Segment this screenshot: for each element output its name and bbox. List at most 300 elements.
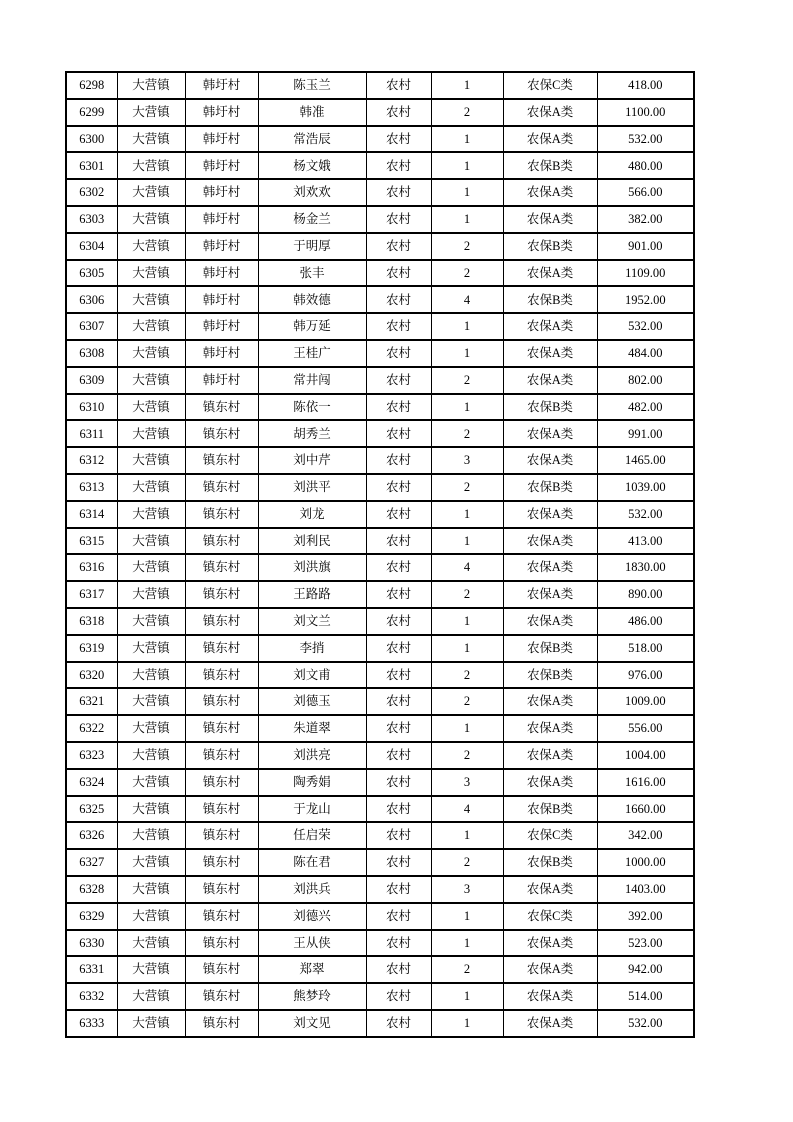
serial-number-cell: 6321 [66,688,117,715]
insurance-type-cell: 农保A类 [503,260,597,287]
insurance-type-cell: 农保B类 [503,849,597,876]
insurance-type-cell: 农保B类 [503,152,597,179]
village-cell: 镇东村 [185,474,258,501]
village-cell: 韩圩村 [185,99,258,126]
table-row [66,420,694,447]
serial-number-cell: 6320 [66,662,117,689]
town-cell: 大营镇 [117,983,185,1010]
person-count-cell: 1 [431,715,503,742]
table-row [66,688,694,715]
village-cell: 镇东村 [185,501,258,528]
person-name-cell: 任启荣 [258,822,366,849]
serial-number-cell: 6315 [66,528,117,555]
serial-number-cell: 6312 [66,447,117,474]
serial-number-cell: 6332 [66,983,117,1010]
serial-number-cell: 6309 [66,367,117,394]
town-cell: 大营镇 [117,126,185,153]
person-count-cell: 2 [431,662,503,689]
town-cell: 大营镇 [117,581,185,608]
serial-number-cell: 6333 [66,1010,117,1037]
person-count-cell: 2 [431,99,503,126]
town-cell: 大营镇 [117,1010,185,1037]
insurance-type-cell: 农保A类 [503,715,597,742]
insurance-type-cell: 农保A类 [503,126,597,153]
person-count-cell: 1 [431,206,503,233]
table-row [66,206,694,233]
person-name-cell: 刘洪平 [258,474,366,501]
person-name-cell: 刘文甫 [258,662,366,689]
residence-type-cell: 农村 [366,313,431,340]
person-name-cell: 熊梦玲 [258,983,366,1010]
village-cell: 镇东村 [185,956,258,983]
village-cell: 镇东村 [185,796,258,823]
village-cell: 镇东村 [185,608,258,635]
table-row [66,447,694,474]
village-cell: 韩圩村 [185,126,258,153]
village-cell: 镇东村 [185,849,258,876]
person-name-cell: 朱道翠 [258,715,366,742]
serial-number-cell: 6302 [66,179,117,206]
serial-number-cell: 6317 [66,581,117,608]
serial-number-cell: 6305 [66,260,117,287]
person-name-cell: 王路路 [258,581,366,608]
village-cell: 韩圩村 [185,206,258,233]
amount-cell: 392.00 [597,903,694,930]
serial-number-cell: 6325 [66,796,117,823]
table-row [66,179,694,206]
town-cell: 大营镇 [117,99,185,126]
residence-type-cell: 农村 [366,126,431,153]
table-row [66,876,694,903]
person-count-cell: 2 [431,581,503,608]
person-count-cell: 2 [431,849,503,876]
table-row [66,72,694,99]
serial-number-cell: 6308 [66,340,117,367]
serial-number-cell: 6328 [66,876,117,903]
person-count-cell: 1 [431,340,503,367]
benefit-roster-table [65,71,695,1038]
serial-number-cell: 6310 [66,394,117,421]
person-count-cell: 1 [431,1010,503,1037]
village-cell: 镇东村 [185,394,258,421]
person-name-cell: 于龙山 [258,796,366,823]
town-cell: 大营镇 [117,72,185,99]
person-name-cell: 刘龙 [258,501,366,528]
residence-type-cell: 农村 [366,233,431,260]
residence-type-cell: 农村 [366,394,431,421]
amount-cell: 1952.00 [597,286,694,313]
person-count-cell: 3 [431,447,503,474]
person-name-cell: 刘利民 [258,528,366,555]
insurance-type-cell: 农保A类 [503,930,597,957]
town-cell: 大营镇 [117,715,185,742]
town-cell: 大营镇 [117,420,185,447]
person-name-cell: 王从侠 [258,930,366,957]
residence-type-cell: 农村 [366,501,431,528]
amount-cell: 413.00 [597,528,694,555]
town-cell: 大营镇 [117,903,185,930]
village-cell: 镇东村 [185,742,258,769]
person-name-cell: 张丰 [258,260,366,287]
insurance-type-cell: 农保C类 [503,822,597,849]
insurance-type-cell: 农保A类 [503,420,597,447]
residence-type-cell: 农村 [366,99,431,126]
insurance-type-cell: 农保B类 [503,286,597,313]
amount-cell: 518.00 [597,635,694,662]
person-name-cell: 杨文娥 [258,152,366,179]
residence-type-cell: 农村 [366,554,431,581]
insurance-type-cell: 农保C类 [503,72,597,99]
residence-type-cell: 农村 [366,903,431,930]
serial-number-cell: 6318 [66,608,117,635]
residence-type-cell: 农村 [366,528,431,555]
person-name-cell: 王桂广 [258,340,366,367]
insurance-type-cell: 农保A类 [503,206,597,233]
insurance-type-cell: 农保A类 [503,742,597,769]
amount-cell: 566.00 [597,179,694,206]
table-row [66,367,694,394]
serial-number-cell: 6329 [66,903,117,930]
person-name-cell: 常浩辰 [258,126,366,153]
serial-number-cell: 6299 [66,99,117,126]
person-count-cell: 1 [431,152,503,179]
residence-type-cell: 农村 [366,260,431,287]
town-cell: 大营镇 [117,206,185,233]
town-cell: 大营镇 [117,474,185,501]
residence-type-cell: 农村 [366,688,431,715]
town-cell: 大营镇 [117,152,185,179]
amount-cell: 342.00 [597,822,694,849]
person-count-cell: 2 [431,367,503,394]
table-row [66,394,694,421]
insurance-type-cell: 农保A类 [503,313,597,340]
person-name-cell: 陈玉兰 [258,72,366,99]
amount-cell: 1830.00 [597,554,694,581]
amount-cell: 1660.00 [597,796,694,823]
village-cell: 韩圩村 [185,260,258,287]
village-cell: 镇东村 [185,447,258,474]
serial-number-cell: 6300 [66,126,117,153]
insurance-type-cell: 农保A类 [503,340,597,367]
serial-number-cell: 6326 [66,822,117,849]
insurance-type-cell: 农保A类 [503,608,597,635]
person-name-cell: 刘欢欢 [258,179,366,206]
insurance-type-cell: 农保A类 [503,581,597,608]
table-row [66,715,694,742]
serial-number-cell: 6322 [66,715,117,742]
serial-number-cell: 6298 [66,72,117,99]
person-count-cell: 2 [431,260,503,287]
amount-cell: 532.00 [597,313,694,340]
amount-cell: 382.00 [597,206,694,233]
village-cell: 韩圩村 [185,340,258,367]
town-cell: 大营镇 [117,313,185,340]
person-count-cell: 2 [431,420,503,447]
amount-cell: 1009.00 [597,688,694,715]
person-count-cell: 1 [431,930,503,957]
amount-cell: 1109.00 [597,260,694,287]
table-row [66,99,694,126]
insurance-type-cell: 农保A类 [503,1010,597,1037]
residence-type-cell: 农村 [366,956,431,983]
person-count-cell: 2 [431,688,503,715]
person-count-cell: 3 [431,876,503,903]
serial-number-cell: 6316 [66,554,117,581]
person-count-cell: 1 [431,72,503,99]
residence-type-cell: 农村 [366,849,431,876]
person-count-cell: 4 [431,796,503,823]
person-name-cell: 刘德兴 [258,903,366,930]
person-count-cell: 4 [431,286,503,313]
person-count-cell: 2 [431,956,503,983]
person-name-cell: 李捎 [258,635,366,662]
town-cell: 大营镇 [117,796,185,823]
person-count-cell: 2 [431,233,503,260]
amount-cell: 1004.00 [597,742,694,769]
residence-type-cell: 农村 [366,367,431,394]
village-cell: 镇东村 [185,688,258,715]
amount-cell: 480.00 [597,152,694,179]
amount-cell: 1100.00 [597,99,694,126]
table-row [66,796,694,823]
table-row [66,903,694,930]
village-cell: 镇东村 [185,903,258,930]
town-cell: 大营镇 [117,742,185,769]
amount-cell: 484.00 [597,340,694,367]
town-cell: 大营镇 [117,769,185,796]
insurance-type-cell: 农保A类 [503,983,597,1010]
town-cell: 大营镇 [117,528,185,555]
town-cell: 大营镇 [117,286,185,313]
insurance-type-cell: 农保A类 [503,769,597,796]
amount-cell: 486.00 [597,608,694,635]
person-name-cell: 于明厚 [258,233,366,260]
table-row [66,956,694,983]
table-row [66,501,694,528]
person-name-cell: 常井闯 [258,367,366,394]
residence-type-cell: 农村 [366,152,431,179]
serial-number-cell: 6311 [66,420,117,447]
table-row [66,930,694,957]
residence-type-cell: 农村 [366,715,431,742]
person-name-cell: 刘文见 [258,1010,366,1037]
residence-type-cell: 农村 [366,179,431,206]
table-row [66,769,694,796]
amount-cell: 802.00 [597,367,694,394]
person-count-cell: 1 [431,394,503,421]
insurance-type-cell: 农保A类 [503,367,597,394]
person-name-cell: 韩效德 [258,286,366,313]
town-cell: 大营镇 [117,635,185,662]
town-cell: 大营镇 [117,662,185,689]
residence-type-cell: 农村 [366,930,431,957]
insurance-type-cell: 农保B类 [503,635,597,662]
amount-cell: 890.00 [597,581,694,608]
person-name-cell: 陶秀娟 [258,769,366,796]
town-cell: 大营镇 [117,876,185,903]
table-row [66,528,694,555]
table-row [66,554,694,581]
residence-type-cell: 农村 [366,72,431,99]
table-row [66,152,694,179]
serial-number-cell: 6324 [66,769,117,796]
serial-number-cell: 6323 [66,742,117,769]
table-row [66,1010,694,1037]
person-name-cell: 陈依一 [258,394,366,421]
serial-number-cell: 6327 [66,849,117,876]
village-cell: 镇东村 [185,1010,258,1037]
village-cell: 镇东村 [185,581,258,608]
residence-type-cell: 农村 [366,742,431,769]
village-cell: 镇东村 [185,528,258,555]
insurance-type-cell: 农保A类 [503,876,597,903]
town-cell: 大营镇 [117,688,185,715]
person-count-cell: 2 [431,474,503,501]
village-cell: 镇东村 [185,420,258,447]
village-cell: 韩圩村 [185,286,258,313]
amount-cell: 1000.00 [597,849,694,876]
village-cell: 韩圩村 [185,367,258,394]
insurance-type-cell: 农保B类 [503,662,597,689]
insurance-type-cell: 农保B类 [503,233,597,260]
residence-type-cell: 农村 [366,420,431,447]
serial-number-cell: 6330 [66,930,117,957]
residence-type-cell: 农村 [366,822,431,849]
table-row [66,233,694,260]
insurance-type-cell: 农保A类 [503,179,597,206]
amount-cell: 532.00 [597,501,694,528]
town-cell: 大营镇 [117,394,185,421]
serial-number-cell: 6319 [66,635,117,662]
town-cell: 大营镇 [117,822,185,849]
person-count-cell: 2 [431,742,503,769]
person-name-cell: 刘洪兵 [258,876,366,903]
person-name-cell: 郑翠 [258,956,366,983]
amount-cell: 942.00 [597,956,694,983]
serial-number-cell: 6306 [66,286,117,313]
residence-type-cell: 农村 [366,876,431,903]
residence-type-cell: 农村 [366,635,431,662]
town-cell: 大营镇 [117,501,185,528]
amount-cell: 532.00 [597,126,694,153]
town-cell: 大营镇 [117,849,185,876]
person-count-cell: 3 [431,769,503,796]
town-cell: 大营镇 [117,233,185,260]
table-row [66,340,694,367]
village-cell: 韩圩村 [185,72,258,99]
person-name-cell: 韩准 [258,99,366,126]
residence-type-cell: 农村 [366,286,431,313]
residence-type-cell: 农村 [366,608,431,635]
insurance-type-cell: 农保B类 [503,394,597,421]
residence-type-cell: 农村 [366,662,431,689]
table-row [66,286,694,313]
serial-number-cell: 6307 [66,313,117,340]
person-name-cell: 刘洪旗 [258,554,366,581]
table-row [66,742,694,769]
amount-cell: 976.00 [597,662,694,689]
amount-cell: 901.00 [597,233,694,260]
residence-type-cell: 农村 [366,581,431,608]
serial-number-cell: 6313 [66,474,117,501]
person-count-cell: 1 [431,313,503,340]
town-cell: 大营镇 [117,260,185,287]
residence-type-cell: 农村 [366,796,431,823]
amount-cell: 556.00 [597,715,694,742]
person-count-cell: 1 [431,501,503,528]
amount-cell: 1616.00 [597,769,694,796]
insurance-type-cell: 农保A类 [503,688,597,715]
village-cell: 镇东村 [185,876,258,903]
town-cell: 大营镇 [117,447,185,474]
person-name-cell: 韩万延 [258,313,366,340]
person-count-cell: 1 [431,983,503,1010]
village-cell: 韩圩村 [185,179,258,206]
table-row [66,849,694,876]
table-row [66,608,694,635]
residence-type-cell: 农村 [366,206,431,233]
person-count-cell: 1 [431,126,503,153]
person-name-cell: 杨金兰 [258,206,366,233]
village-cell: 镇东村 [185,554,258,581]
insurance-type-cell: 农保A类 [503,528,597,555]
residence-type-cell: 农村 [366,983,431,1010]
town-cell: 大营镇 [117,930,185,957]
amount-cell: 482.00 [597,394,694,421]
village-cell: 韩圩村 [185,313,258,340]
village-cell: 镇东村 [185,930,258,957]
person-count-cell: 4 [431,554,503,581]
residence-type-cell: 农村 [366,1010,431,1037]
person-count-cell: 1 [431,608,503,635]
village-cell: 韩圩村 [185,233,258,260]
town-cell: 大营镇 [117,554,185,581]
amount-cell: 418.00 [597,72,694,99]
serial-number-cell: 6331 [66,956,117,983]
amount-cell: 1403.00 [597,876,694,903]
person-count-cell: 1 [431,822,503,849]
person-name-cell: 胡秀兰 [258,420,366,447]
village-cell: 镇东村 [185,635,258,662]
table-row [66,983,694,1010]
village-cell: 镇东村 [185,983,258,1010]
village-cell: 镇东村 [185,715,258,742]
table-row [66,635,694,662]
residence-type-cell: 农村 [366,447,431,474]
amount-cell: 1039.00 [597,474,694,501]
town-cell: 大营镇 [117,179,185,206]
town-cell: 大营镇 [117,608,185,635]
insurance-type-cell: 农保A类 [503,956,597,983]
table-row [66,581,694,608]
person-name-cell: 刘洪亮 [258,742,366,769]
insurance-type-cell: 农保B类 [503,474,597,501]
village-cell: 韩圩村 [185,152,258,179]
person-name-cell: 陈在君 [258,849,366,876]
table-body [66,72,694,1037]
amount-cell: 1465.00 [597,447,694,474]
table-row [66,126,694,153]
town-cell: 大营镇 [117,340,185,367]
person-count-cell: 1 [431,635,503,662]
insurance-type-cell: 农保A类 [503,501,597,528]
table-row [66,313,694,340]
town-cell: 大营镇 [117,367,185,394]
table-row [66,474,694,501]
town-cell: 大营镇 [117,956,185,983]
residence-type-cell: 农村 [366,474,431,501]
serial-number-cell: 6303 [66,206,117,233]
